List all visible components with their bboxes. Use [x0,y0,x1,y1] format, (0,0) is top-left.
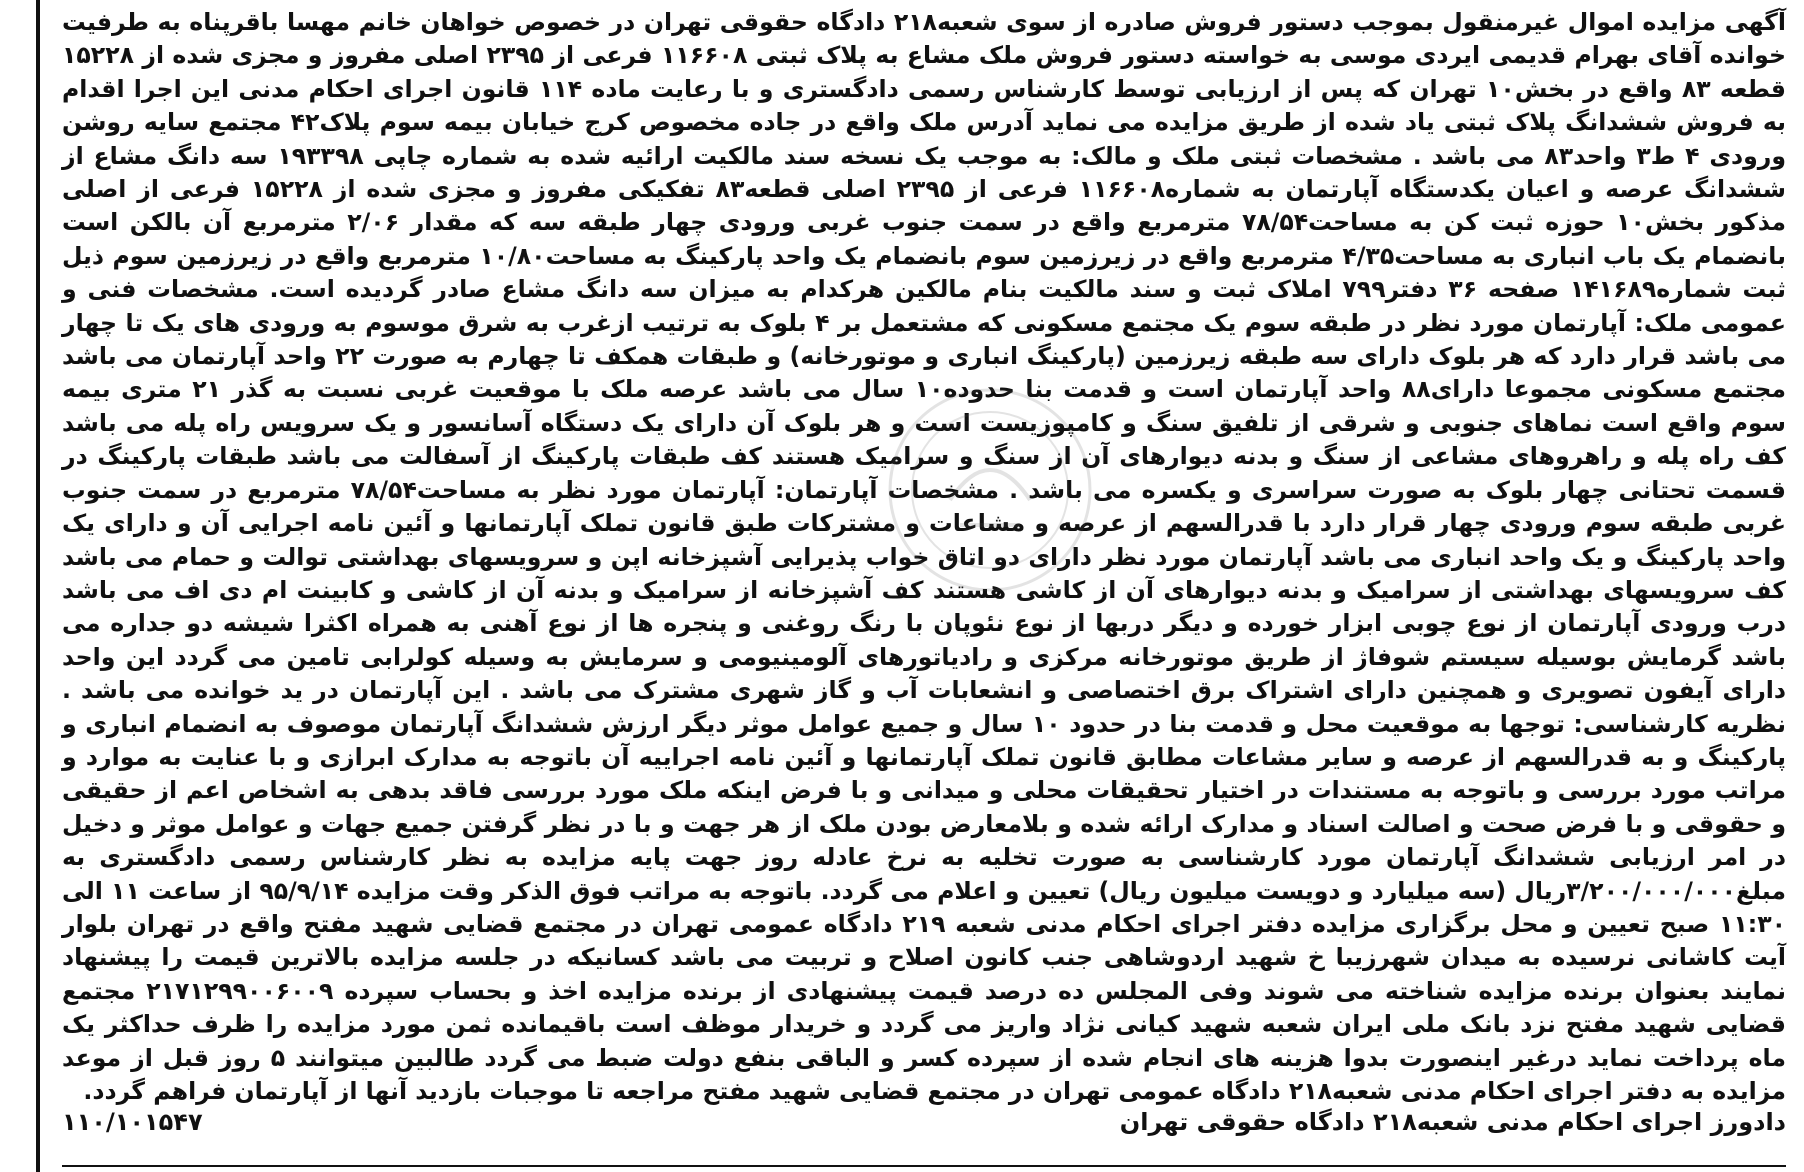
notice-footer [62,1108,1786,1136]
reference-number: ۱۱۰/۱۰۱۵۴۷ [62,1108,203,1136]
signature-line: دادورز اجرای احکام مدنی شعبه۲۱۸ دادگاه حقوقی تهران [1119,1108,1786,1136]
bottom-divider [62,1165,1786,1167]
notice-body: آگهی مزایده اموال غیرمنقول بموجب دستور فروش صادره از سوی شعبه۲۱۸ دادگاه حقوقی تهران در خصوص خواهان خانم مهسا باقرپناه به طرفیت خوانده آقای بهرام قدیمی ایردی موسی به خواسته دستور فروش ملک مشاع به پلاک ثبتی ۱۱۶۶۰۸ فرعی از ۲۳۹۵ اصلی مفروز و مجزی شده از ۱۵۲۲۸ قطعه ۸۳ واقع در بخش۱۰ تهران که پس از ارزیابی توسط کارشناس رسمی دادگستری و با رعایت ماده ۱۱۴ قانون اجرای احکام مدنی این اجرا اقدام به فروش ششدانگ پلاک ثبتی یاد شده از طریق مزایده می نماید آدرس ملک واقع در جاده مخصوص کرج خیابان بیمه سوم پلاک۴۲ مجتمع سایه روشن ورودی ۴ ط۳ واحد۸۳ می باشد . مشخصات ثبتی ملک و مالک: به موجب یک نسخه سند مالکیت ارائیه شده به شماره چاپی ۱۹۳۳۹۸ سه دانگ مشاع از ششدانگ عرصه و اعیان یکدستگاه آپارتمان به شماره۱۱۶۶۰۸ فرعی از ۲۳۹۵ اصلی قطعه۸۳ تفکیکی مفروز و مجزی شده از ۱۵۲۲۸ فرعی از اصلی مذکور بخش۱۰ حوزه ثبت کن به مساحت۷۸/۵۴ مترمربع واقع در سمت جنوب غربی ورودی چهار طبقه سه که مقدار ۲/۰۶ مترمربع آن بالکن است بانضمام یک باب انباری به مساحت۴/۳۵ مترمربع واقع در زیرزمین سوم بانضمام یک واحد پارکینگ به مساحت۱۰/۸۰ مترمربع واقع در زیرزمین سوم ذیل ثبت شماره۱۴۱۶۸۹ صفحه ۳۶ دفتر۷۹۹ املاک ثبت و سند مالکیت بنام مالکین هرکدام به میزان سه دانگ مشاع صادر گردیده است. مشخصات فنی و عمومی ملک: آپارتمان مورد نظر در طبقه سوم یک مجتمع مسکونی که مشتعمل بر ۴ بلوک به ترتیب ازغرب به شرق موسوم به ورودی های یک تا چهار می باشد قرار دارد که هر بلوک دارای سه طبقه زیرزمین (پارکینگ انباری و موتورخانه) و طبقات همکف تا چهارم به صورت ۲۲ واحد آپارتمان می باشد مجتمع مسکونی مجموعا دارای۸۸ واحد آپارتمان است و قدمت بنا حدوده۱۰ سال می باشد عرصه ملک با موقعیت غربی نسبت به گذر ۲۱ متری بیمه سوم واقع است نماهای جنوبی و شرقی از تلفیق سنگ و کامپوزیست است و هر بلوک آن دارای یک دستگاه آسانسور و یک سرویس راه پله می باشد کف راه پله و راهروهای مشاعی از سنگ و بدنه دیوارهای آن از سنگ و سرامیک هستند کف طبقات پارکینگ از آسفالت می باشد طبقات پارکینگ در قسمت تحتانی چهار بلوک به صورت سراسری و یکسره می باشد . مشخصات آپارتمان: آپارتمان مورد نظر به مساحت۷۸/۵۴ مترمربع در سمت جنوب غربی طبقه سوم ورودی چهار قرار دارد با قدرالسهم از عرصه و مشاعات و مشترکات طبق قانون تملک آپارتمانها و آئین نامه اجرایی آن و دارای یک واحد پارکینگ و یک واحد انباری می باشد آپارتمان مورد نظر دارای دو اتاق خواب پذیرایی آشپزخانه اپن و سرویسهای بهداشتی توالت و حمام می باشد کف سرویسهای بهداشتی از سرامیک و بدنه دیوارهای آن از کاشی هستند کف آشپزخانه از سرامیک و بدنه آن از کاشی و کابینت ام دی اف می باشد درب ورودی آپارتمان از نوع چوبی ابزار خورده و دیگر دربها از نوع نئوپان با رنگ روغنی و پنجره ها از نوع آهنی به همراه اکثرا شیشه دو جداره می باشد گرمایش بوسیله سیستم شوفاژ از طریق موتورخانه مرکزی و رادیاتورهای آلومینیومی و سرمایش به وسیله کولرابی تامین می گردد این واحد دارای آیفون تصویری و همچنین دارای اشتراک برق اختصاصی و انشعابات آب و گاز شهری مشترک می باشد . این آپارتمان در ید خوانده می باشد . نظریه کارشناسی: توجها به موقعیت محل و قدمت بنا در حدود ۱۰ سال و جمیع عوامل موثر دیگر ارزش ششدانگ آپارتمان موصوف به انضمام انباری و پارکینگ و به قدرالسهم از عرصه و سایر مشاعات مطابق قانون تملک آپارتمانها و آئین نامه اجراییه آن باتوجه به مدارک ابرازی و با عنایت به موارد و مراتب مورد بررسی و باتوجه به مستندات در اختیار تحقیقات محلی و میدانی و با فرض اینکه ملک مورد بررسی فاقد بدهی به اشخاص اعم از حقیقی و حقوقی و با فرض صحت و اصالت اسناد و مدارک ارائه شده و بلامعارض بودن ملک از هر جهت و با در نظر گرفتن جمیع جهات و عوامل موثر و دخیل در امر ارزیابی ششدانگ آپارتمان مورد کارشناسی به صورت تخلیه به نرخ عادله روز جهت پایه مزایده به نظر کارشناس رسمی دادگستری به مبلغ۳/۲۰۰/۰۰۰/۰۰۰ریال (سه میلیارد و دویست میلیون ریال) تعیین و اعلام می گردد. باتوجه به مراتب فوق الذکر وقت مزایده ۹۵/۹/۱۴ از ساعت ۱۱ الی ۱۱:۳۰ صبح تعیین و محل برگزاری مزایده دفتر اجرای احکام مدنی شعبه ۲۱۹ دادگاه عمومی تهران در مجتمع قضایی شهید مفتح واقع در تهران بلوار آیت کاشانی نرسیده به میدان شهرزیبا خ شهید اردوشاهی جنب کانون اصلاح و تربیت می باشد کسانیکه در جلسه مزایده بالاترین قیمت را پیشنهاد نمایند بعنوان برنده مزایده شناخته می شوند وفی المجلس ده درصد قیمت پیشنهادی از برنده مزایده اخذ و بحساب سپرده ۲۱۷۱۲۹۹۰۰۶۰۰۹ مجتمع قضایی شهید مفتح نزد بانک ملی ایران شعبه شهید کیانی نژاد واریز می گردد و خریدار موظف است باقیمانده ثمن مورد مزایده را ظرف حداکثر یک ماه پرداخت نماید درغیر اینصورت بدوا هزینه های انجام شده از سپرده کسر و الباقی بنفع دولت ضبط می گردد طالبین میتوانند ۵ روز قبل از موعد مزایده به دفتر اجرای احکام مدنی شعبه۲۱۸ دادگاه عمومی تهران در مجتمع قضایی شهید مفتح مراجعه تا موجبات بازدید آنها از آپارتمان فراهم گردد. [62,8,1787,1105]
legal-notice [36,0,1804,1172]
